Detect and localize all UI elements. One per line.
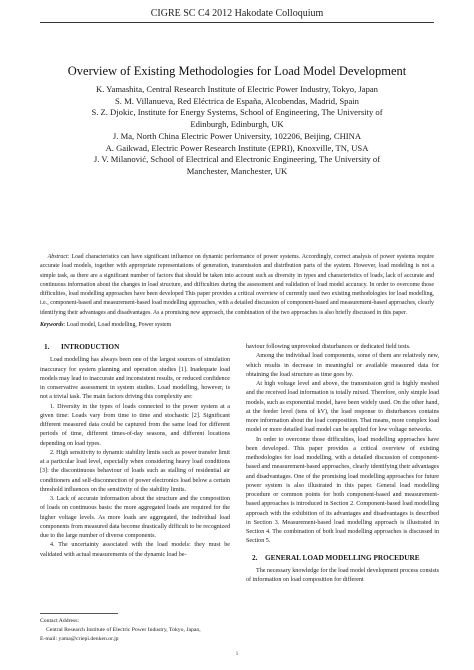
paragraph: 1. Diversity in the types of loads connected to the power system at a given time: Loads vary from time to time and stochastic [2]. Significant different measured data could be captured from the same load for different periods of time, different times-of-day seasons, and different locations depending on load types. bbox=[40, 403, 230, 447]
section-1-title: INTRODUCTION bbox=[61, 342, 120, 351]
footnote-line: Central Research Institute of Electric Power Industry, Tokyo, Japan, bbox=[46, 627, 201, 634]
section-2-title: GENERAL LOAD MODELLING PROCEDURE bbox=[265, 552, 420, 562]
author-list bbox=[30, 84, 444, 178]
paper-title: Overview of Existing Methodologies for Load Model Development bbox=[67, 64, 407, 78]
author-line: S. Z. Djokic, Institute for Energy Systems, School of Engineering, The University of bbox=[91, 107, 383, 118]
paragraph: At high voltage level and above, the transmission grid is highly meshed and the received load information is totally mixed. Therefore, only simple load models, such as exponential model, have been widely used. On the other hand, at the feeder level (tens of kV), the load response to disturbances contains more information about the load composition. That means, more complex load model or more detailed load model can be applied for low voltage networks. bbox=[246, 381, 439, 434]
abstract-text: Load characteristics can have significant influence on dynamic performance of power systems. Accordingly, correct analysis of power systems require accurate load models, together with appropriate representations of generation, transmission and distribution parts of the system. However, load modeling is not a simple task, as there are a significant number of factors that should be taken into account such as diversity in types and characteristics of loads, lack of accurate and continuous information about the changes in load structure, and difficulties during the assessment and validation of load model accuracy. In order to overcome those difficulties, load modelling approaches have been developed This paper provides a critical overview of currently used two existing methodologies for load modelling, i.e., component-based and measurement-based load modelling approaches, with a detailed discussion of component-based and measurement-based approaches, clearly identifying their advantages and disadvantages. As a promising new approach, the combination of the two approaches is also briefly discussed in this paper. bbox=[40, 254, 435, 316]
paragraph: haviour following unprovoked disturbances or dedicated field tests. bbox=[246, 344, 411, 350]
paragraph: 4. The uncertainty associated with the load models: they must be validated with actual measurements of the dynamic load be- bbox=[40, 542, 230, 558]
paragraph: 3. Lack of accurate information about the structure and the composition of loads on continuous basis: the more aggregated loads are required for the higher voltage levels. As more loads are aggregated, the individual load components from measured data become drastically difficult to be recognized due to the large number of diverse components. bbox=[40, 496, 230, 539]
author-line: K. Yamashita, Central Research Institute of Electric Power Industry, Tokyo, Japan bbox=[96, 84, 378, 94]
section-2-heading bbox=[246, 553, 439, 562]
paragraph: Among the individual load components, some of them are relatively new, which results in decrease in meaningful or available measured data for obtaining the load structure as time goes by. bbox=[246, 353, 439, 378]
author-line: Manchester, Manchester, UK bbox=[186, 165, 288, 176]
section-1-number: 1. bbox=[44, 342, 50, 351]
header-rule bbox=[40, 22, 434, 23]
author-line: A. Gaikwad, Electric Power Research Institute (EPRI), Knoxville, TN, USA bbox=[105, 142, 369, 153]
keywords-text: : Load model, Load modelling, Power system bbox=[63, 322, 172, 328]
footnote-line: E-mail: yama@criepi.denken.or.jp bbox=[40, 636, 119, 643]
author-line: J. V. Milanović, School of Electrical and Electronic Engineering, The University of bbox=[93, 154, 381, 165]
section-2-number: 2. bbox=[252, 552, 258, 562]
keywords bbox=[40, 322, 434, 328]
section-1-heading bbox=[40, 342, 230, 351]
right-column bbox=[246, 343, 439, 585]
footnote-rule bbox=[40, 613, 118, 614]
left-column bbox=[40, 342, 230, 560]
author-line: J. Ma, North China Electric Power University, 102206, Beijing, CHINA bbox=[112, 130, 362, 141]
conference-header: CIGRE SC C4 2012 Hakodate Colloquium bbox=[150, 8, 324, 19]
author-line: S. M. Villanueva, Red Eléctrica de España, Alcobendas, Madrid, Spain bbox=[115, 95, 359, 106]
paragraph: Load modelling has always been one of the largest sources of simulation inaccuracy for system planning and operation studies [1]. Inadequate load models may lead to inaccurate and inconsistent results, or reduced confidence in conservative assessment in system studies. Load modelling, however, is not a trivial task. The main factors driving this complexity are: bbox=[40, 357, 230, 401]
footnote-label: Contact Address: bbox=[40, 618, 80, 624]
paragraph: 2. High sensitivity to dynamic stability limits such as power transfer limit at a particular load level, especially when considering heavy load conditions [3]: the discontinuous behaviour of loads such as stalling of residential air conditioners and self-disconnection of power electronics load below a certain threshold influences on the sensitivity of the stability limits. bbox=[40, 449, 230, 493]
page-number: 1 bbox=[235, 651, 239, 657]
footnote bbox=[40, 617, 230, 645]
abstract bbox=[40, 253, 434, 318]
paragraph: In order to overcome those difficulties, load modelling approaches have been developed. This paper provides a critical overview of existing methodologies for load modelling, with a detailed discussion of component-based and measurement-based approaches, clearly identifying their advantages and disadvantages. One of the promising load modelling approaches for future power system is also illustrated in this paper. General load modelling procedure or common points for both component-based and measurement-based approaches is introduced in Section 2. Component-based load modelling approach with the exhibition of its advantages and disadvantages is described in Section 3. Measurement-based load modelling approach is illustrated in Section 4. The combination of both load modelling approaches is discussed in Section 5. bbox=[246, 436, 439, 545]
paragraph: The necessary knowledge for the load model development process consists of information on load composition for different bbox=[246, 567, 439, 583]
abstract-label: Abstract: bbox=[47, 254, 70, 260]
keywords-label: Keywords bbox=[40, 322, 64, 328]
author-line: Edinburgh, Edinburgh, UK bbox=[190, 119, 284, 130]
